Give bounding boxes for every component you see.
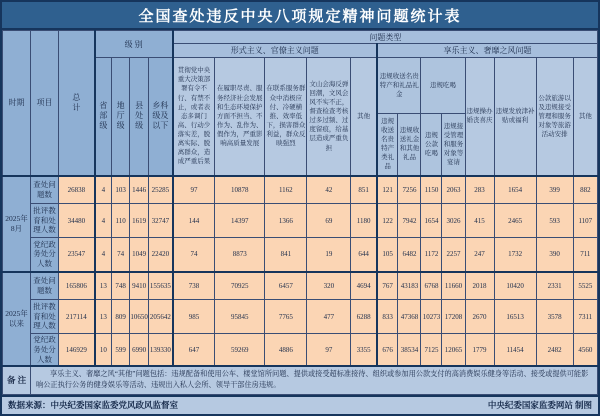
value-cell: 144 [173, 204, 215, 238]
value-cell: 415 [465, 204, 494, 238]
value-cell: 1172 [421, 238, 442, 272]
value-cell: 644 [351, 238, 377, 272]
note-label: 备 注 [3, 366, 31, 394]
value-cell: 833 [377, 300, 398, 334]
value-cell: 13 [95, 300, 112, 334]
item-cell: 查处问题数 [31, 272, 59, 300]
value-cell: 6990 [130, 334, 149, 367]
value-cell: 5525 [573, 272, 597, 300]
col-group-level: 级 别 [95, 31, 173, 58]
value-cell: 9410 [130, 272, 149, 300]
value-cell: 1049 [130, 238, 149, 272]
value-cell: 1654 [421, 204, 442, 238]
col-header-dining-public-funds: 违规公款吃喝 [421, 114, 442, 176]
col-header-total: 总计 [59, 31, 95, 176]
col-header-hedonism-other: 其他 [573, 58, 597, 176]
value-cell: 12065 [442, 334, 465, 367]
value-cell: 1654 [494, 176, 536, 204]
value-cell: 38534 [398, 334, 421, 367]
value-cell: 97 [173, 176, 215, 204]
value-cell: 25285 [149, 176, 173, 204]
item-cell: 党纪政务处分人数 [31, 334, 59, 367]
value-cell: 11660 [442, 272, 465, 300]
credit: 中央纪委国家监委网站 制图 [487, 400, 592, 411]
value-cell: 105 [377, 238, 398, 272]
value-cell: 841 [265, 238, 307, 272]
col-header-provincial: 省部级 [95, 58, 112, 176]
value-cell: 122 [377, 204, 398, 238]
value-cell: 2063 [442, 176, 465, 204]
value-cell: 19 [307, 238, 351, 272]
col-header-allowance: 违规发放津补贴或福利 [494, 58, 536, 176]
value-cell: 4 [95, 204, 112, 238]
value-cell: 6288 [351, 300, 377, 334]
value-cell: 70925 [215, 272, 265, 300]
data-source: 数据来源：中央纪委国家监委党风政风监督室 [8, 400, 179, 411]
value-cell: 283 [465, 176, 494, 204]
col-header-period: 时期 [3, 31, 31, 176]
data-table [2, 30, 598, 395]
item-cell: 批评教育和处理人数 [31, 300, 59, 334]
value-cell: 1107 [573, 204, 597, 238]
value-cell: 1366 [265, 204, 307, 238]
value-cell: 647 [173, 334, 215, 367]
value-cell: 10 [95, 334, 112, 367]
value-cell: 165806 [59, 272, 95, 300]
value-cell: 247 [465, 238, 494, 272]
value-cell: 4886 [265, 334, 307, 367]
value-cell: 809 [112, 300, 130, 334]
value-cell: 23547 [59, 238, 95, 272]
note-text: 享乐主义、奢靡之风“其他”问题包括：违规配备和使用公车、楼堂馆所问题、提供或接受超标准接待、组织或参加用公款支付的高消费娱乐健身等活动、接受或提供可能影响公正执行公务的健身娱乐等活动、违规出入私人会所、领导干部住房违规。 [31, 366, 598, 394]
value-cell: 10878 [215, 176, 265, 204]
value-cell: 217114 [59, 300, 95, 334]
value-cell: 7765 [265, 300, 307, 334]
value-cell: 10650 [130, 300, 149, 334]
value-cell: 74 [112, 238, 130, 272]
table-row [3, 238, 598, 272]
col-header-formalism-3: 在联系服务群众中消极应付、冷硬横推、效率低下，损害群众利益，群众反映强烈 [265, 58, 307, 176]
value-cell: 2465 [494, 204, 536, 238]
col-header-formalism-1: 贯彻党中央重大决策部署有令不行、有禁不止，或者表态多调门高、行动少落实差，脱离实际、脱离群众，造成严重后果 [173, 58, 215, 176]
value-cell: 6482 [398, 238, 421, 272]
value-cell: 320 [307, 272, 351, 300]
col-header-dining-banquets: 违规接受管理和服务对象等宴请 [442, 114, 465, 176]
value-cell: 1779 [465, 334, 494, 367]
col-header-formalism-4: 文山会海反弹回潮，文风会风不实不正，督查检查考核过多过频、过度留痕，给基层造成严重负担 [307, 58, 351, 176]
table-body [3, 176, 598, 367]
value-cell: 4 [95, 238, 112, 272]
value-cell: 32747 [149, 204, 173, 238]
table-row [3, 272, 598, 300]
value-cell: 399 [536, 176, 573, 204]
value-cell: 1180 [351, 204, 377, 238]
item-cell: 党纪政务处分人数 [31, 238, 59, 272]
value-cell: 97 [307, 334, 351, 367]
value-cell: 95845 [215, 300, 265, 334]
value-cell: 43183 [398, 272, 421, 300]
value-cell: 3355 [351, 334, 377, 367]
value-cell: 7311 [573, 300, 597, 334]
value-cell: 2331 [536, 272, 573, 300]
value-cell: 4694 [351, 272, 377, 300]
value-cell: 59269 [215, 334, 265, 367]
value-cell: 7125 [421, 334, 442, 367]
value-cell: 1150 [421, 176, 442, 204]
value-cell: 711 [573, 238, 597, 272]
value-cell: 477 [307, 300, 351, 334]
value-cell: 1732 [494, 238, 536, 272]
value-cell: 767 [377, 272, 398, 300]
value-cell: 985 [173, 300, 215, 334]
value-cell: 6768 [421, 272, 442, 300]
value-cell: 851 [351, 176, 377, 204]
col-header-gifts-specialty: 违规收送名贵特产类礼品 [377, 114, 398, 176]
col-header-travel: 公款旅游以及违规接受管理和服务对象等旅游活动安排 [536, 58, 573, 176]
value-cell: 738 [173, 272, 215, 300]
value-cell: 10420 [494, 272, 536, 300]
value-cell: 42 [307, 176, 351, 204]
item-cell: 批评教育和处理人数 [31, 204, 59, 238]
item-cell: 查处问题数 [31, 176, 59, 204]
value-cell: 155635 [149, 272, 173, 300]
value-cell: 121 [377, 176, 398, 204]
value-cell: 69 [307, 204, 351, 238]
table-row [3, 176, 598, 204]
value-cell: 676 [377, 334, 398, 367]
footer-bar [2, 395, 598, 414]
value-cell: 139330 [149, 334, 173, 367]
value-cell: 6457 [265, 272, 307, 300]
value-cell: 4560 [573, 334, 597, 367]
value-cell: 26838 [59, 176, 95, 204]
value-cell: 882 [573, 176, 597, 204]
value-cell: 7256 [398, 176, 421, 204]
value-cell: 16513 [494, 300, 536, 334]
col-header-wedding: 违规操办婚丧喜庆 [465, 58, 494, 176]
value-cell: 13 [95, 272, 112, 300]
col-header-formalism-other: 其他 [351, 58, 377, 176]
col-header-township: 乡科级及以下 [149, 58, 173, 176]
value-cell: 748 [112, 272, 130, 300]
table-row [3, 300, 598, 334]
col-header-item: 项目 [31, 31, 59, 176]
value-cell: 7942 [398, 204, 421, 238]
value-cell: 17208 [442, 300, 465, 334]
value-cell: 110 [112, 204, 130, 238]
value-cell: 4 [95, 176, 112, 204]
value-cell: 22420 [149, 238, 173, 272]
value-cell: 390 [536, 238, 573, 272]
table-row [3, 204, 598, 238]
value-cell: 34480 [59, 204, 95, 238]
value-cell: 14397 [215, 204, 265, 238]
page-title: 全国查处违反中央八项规定精神问题统计表 [138, 8, 462, 25]
value-cell: 1162 [265, 176, 307, 204]
value-cell: 146929 [59, 334, 95, 367]
value-cell: 3026 [442, 204, 465, 238]
value-cell: 47368 [398, 300, 421, 334]
col-header-gifts-money: 违规收送礼金和其他礼品 [398, 114, 421, 176]
col-group-formalism: 形式主义、官僚主义问题 [173, 44, 377, 58]
col-group-gifts: 违规收送名贵特产和礼品礼金 [377, 58, 421, 114]
period-cell: 2025年8月 [3, 176, 31, 272]
value-cell: 1446 [130, 176, 149, 204]
value-cell: 8873 [215, 238, 265, 272]
value-cell: 205642 [149, 300, 173, 334]
period-cell: 2025年以来 [3, 272, 31, 367]
value-cell: 593 [536, 204, 573, 238]
col-group-hedonism: 享乐主义、奢靡之风问题 [377, 44, 598, 58]
value-cell: 2670 [465, 300, 494, 334]
col-group-dining: 违规吃喝 [421, 58, 465, 114]
table-row [3, 334, 598, 367]
value-cell: 3578 [536, 300, 573, 334]
value-cell: 2257 [442, 238, 465, 272]
value-cell: 1619 [130, 204, 149, 238]
col-header-prefecture: 地厅级 [112, 58, 130, 176]
value-cell: 74 [173, 238, 215, 272]
value-cell: 2018 [465, 272, 494, 300]
value-cell: 11454 [494, 334, 536, 367]
value-cell: 10273 [421, 300, 442, 334]
value-cell: 103 [112, 176, 130, 204]
title-bar [2, 2, 598, 30]
col-group-problem-type: 问题类型 [173, 31, 598, 44]
col-header-formalism-2: 在履职尽责、服务经济社会发展和生态环境保护方面不担当、不作为、乱作为、假作为，严重影响高质量发展 [215, 58, 265, 176]
value-cell: 599 [112, 334, 130, 367]
value-cell: 2482 [536, 334, 573, 367]
col-header-county: 县处级 [130, 58, 149, 176]
